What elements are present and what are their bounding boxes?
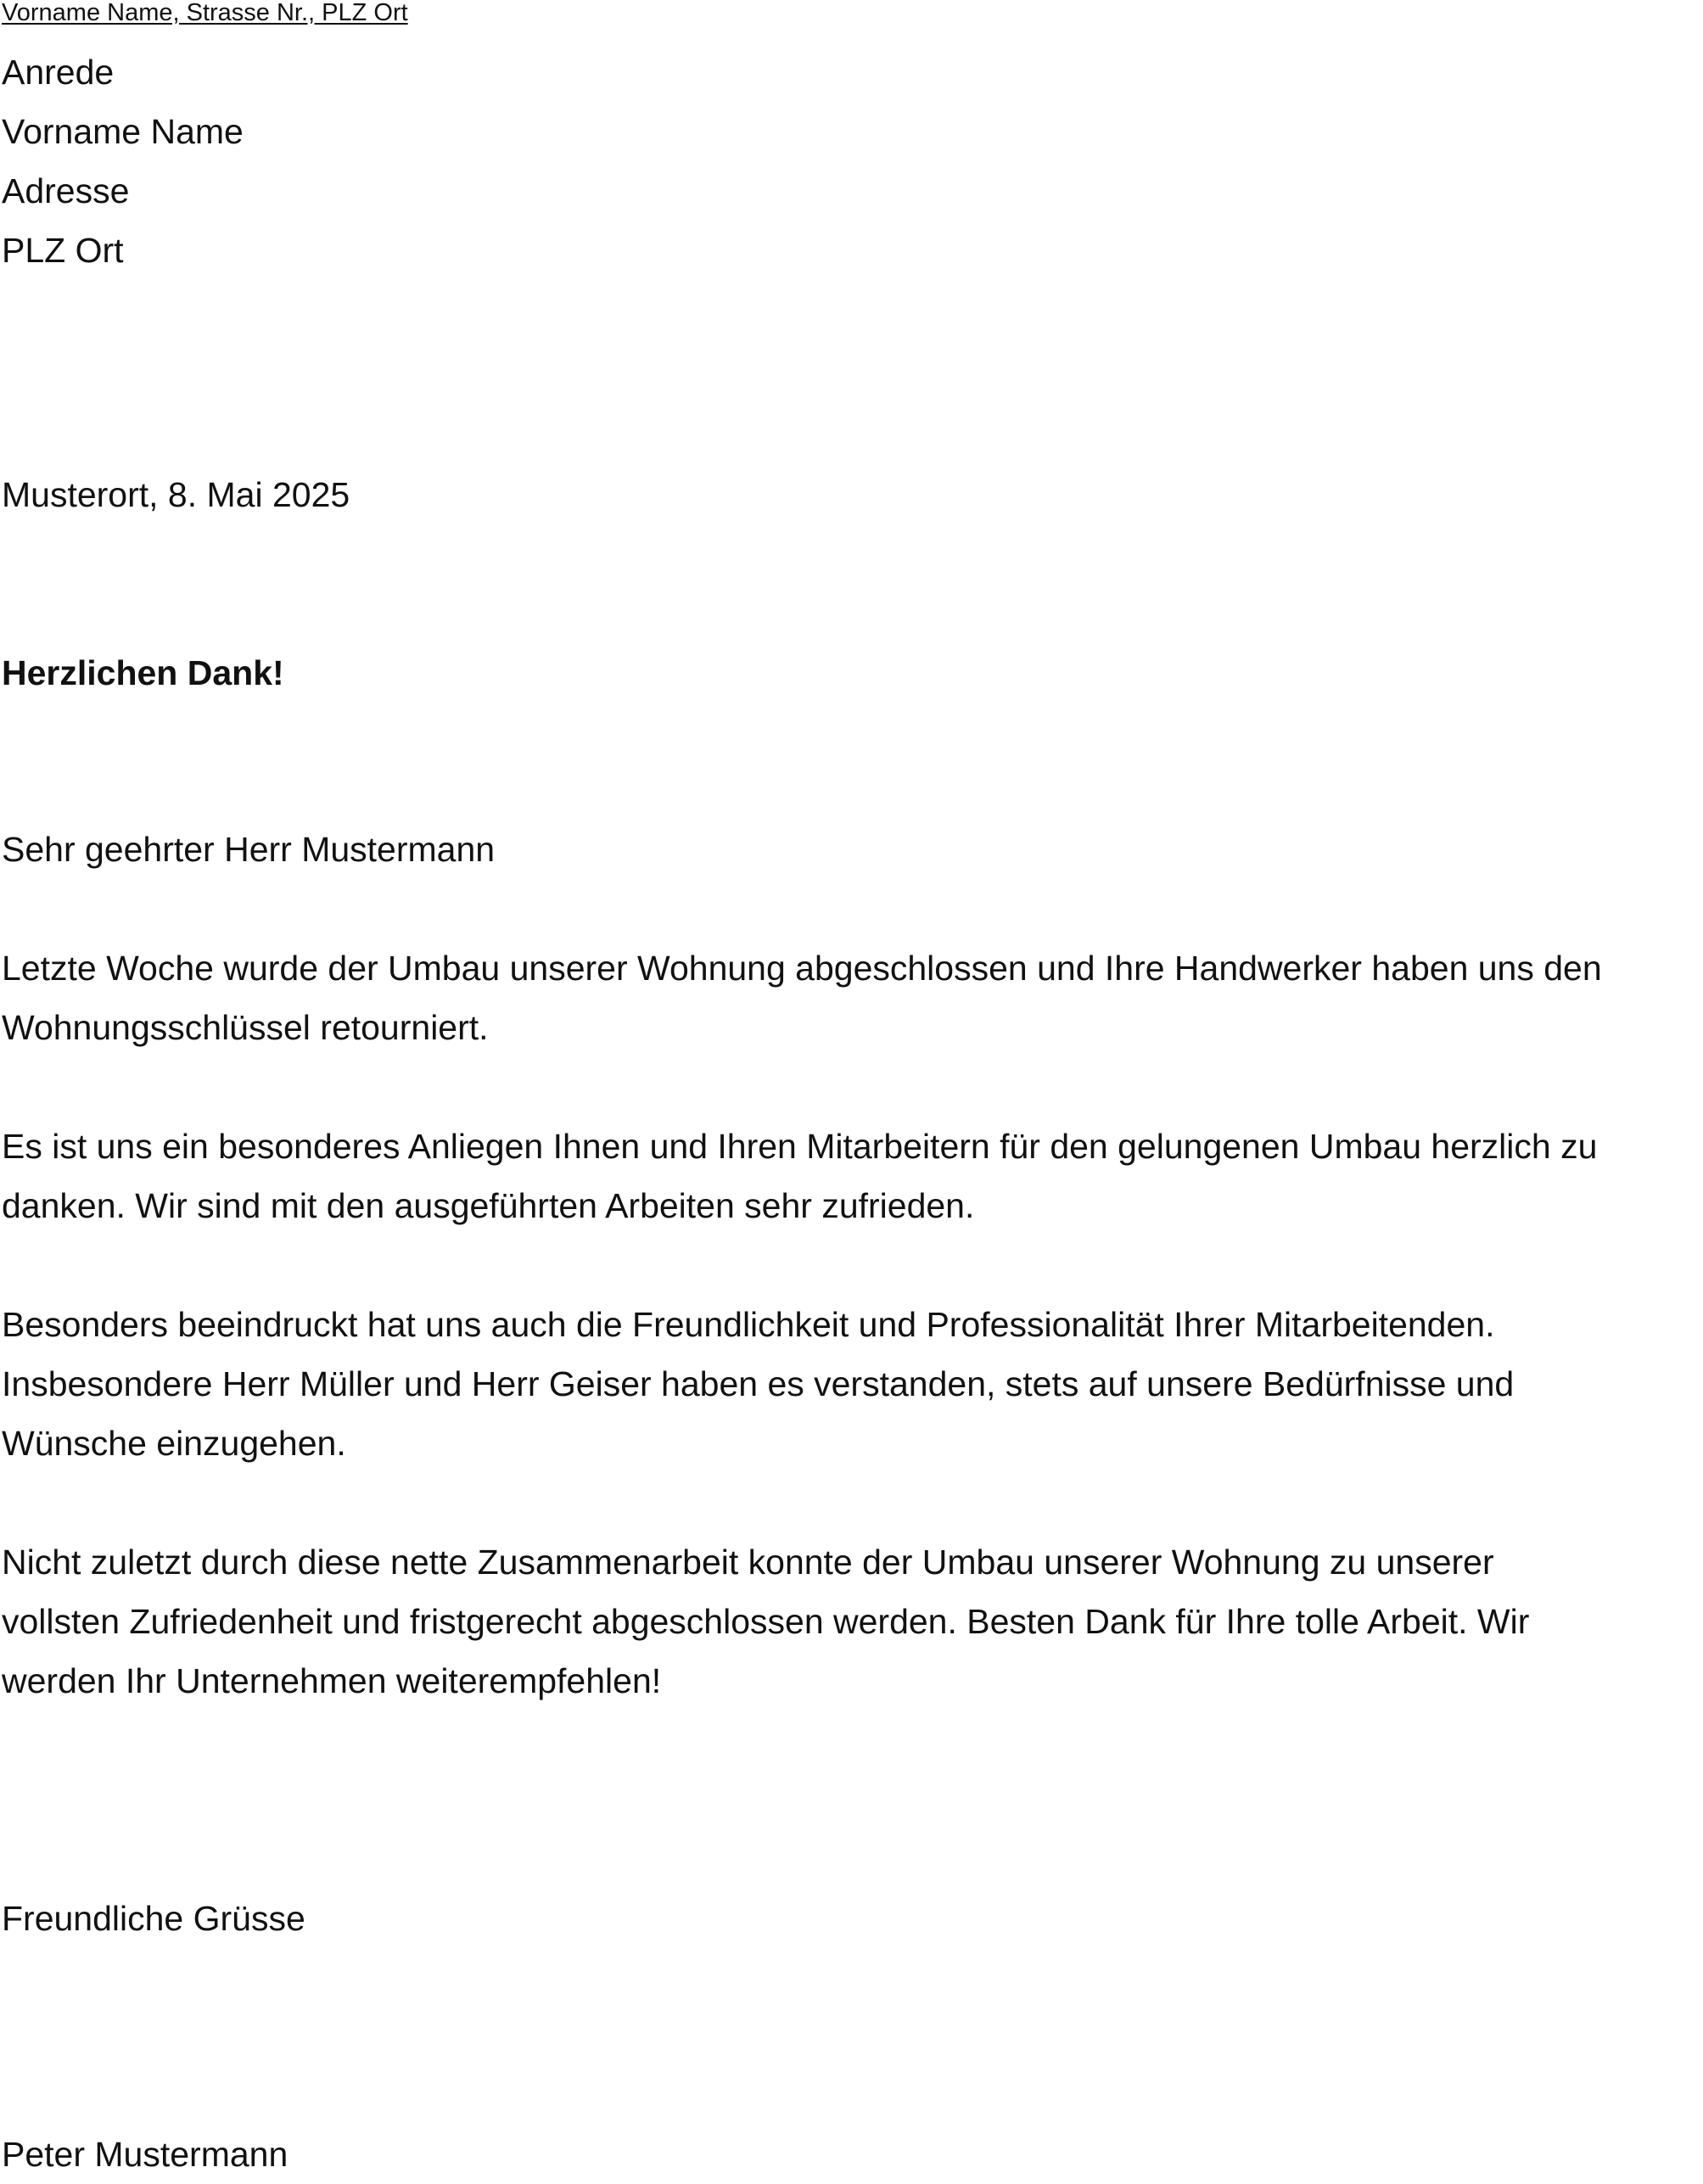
body-paragraph-4 [2, 1532, 1529, 1711]
body-paragraph-3 [2, 1295, 1514, 1473]
recipient-city-line: PLZ Ort [2, 231, 124, 270]
paragraph-line: Wünsche einzugehen. [2, 1424, 346, 1463]
body-paragraph-2 [2, 1117, 1597, 1235]
letter-signature-name: Peter Mustermann [2, 2135, 289, 2174]
recipient-salutation-line: Anrede [2, 53, 115, 92]
recipient-street-line: Adresse [2, 171, 130, 210]
paragraph-line: Nicht zuletzt durch diese nette Zusammenarbeit konnte der Umbau unserer Wohnung zu unserer [2, 1543, 1494, 1582]
paragraph-line: Wohnungsschlüssel retourniert. [2, 1008, 489, 1047]
paragraph-line: Es ist uns ein besonderes Anliegen Ihnen und Ihren Mitarbeitern für den gelungenen Umbau herzlich zu [2, 1127, 1598, 1166]
recipient-address-block [2, 42, 244, 280]
letter-salutation: Sehr geehrter Herr Mustermann [2, 830, 496, 869]
paragraph-line: Insbesondere Herr Müller und Herr Geiser haben es verstanden, stets auf unsere Bedürfnisse und [2, 1364, 1515, 1403]
paragraph-line: werden Ihr Unternehmen weiterempfehlen! [2, 1661, 662, 1700]
letter-closing: Freundliche Grüsse [2, 1899, 305, 1938]
paragraph-line: Besonders beeindruckt hat uns auch die Freundlichkeit und Professionalität Ihrer Mitarbeitenden. [2, 1305, 1495, 1344]
recipient-name-line: Vorname Name [2, 112, 244, 151]
letter-subject: Herzlichen Dank! [2, 653, 284, 692]
sender-address-line: Vorname Name, Strasse Nr., PLZ Ort [2, 0, 408, 26]
letter-date: Musterort, 8. Mai 2025 [2, 475, 350, 514]
paragraph-line: danken. Wir sind mit den ausgeführten Arbeiten sehr zufrieden. [2, 1186, 975, 1225]
paragraph-line: vollsten Zufriedenheit und fristgerecht abgeschlossen werden. Besten Dank für Ihre tolle Arbeit. Wir [2, 1602, 1530, 1641]
body-paragraph-1 [2, 938, 1602, 1057]
paragraph-line: Letzte Woche wurde der Umbau unserer Wohnung abgeschlossen und Ihre Handwerker haben uns den [2, 949, 1602, 988]
